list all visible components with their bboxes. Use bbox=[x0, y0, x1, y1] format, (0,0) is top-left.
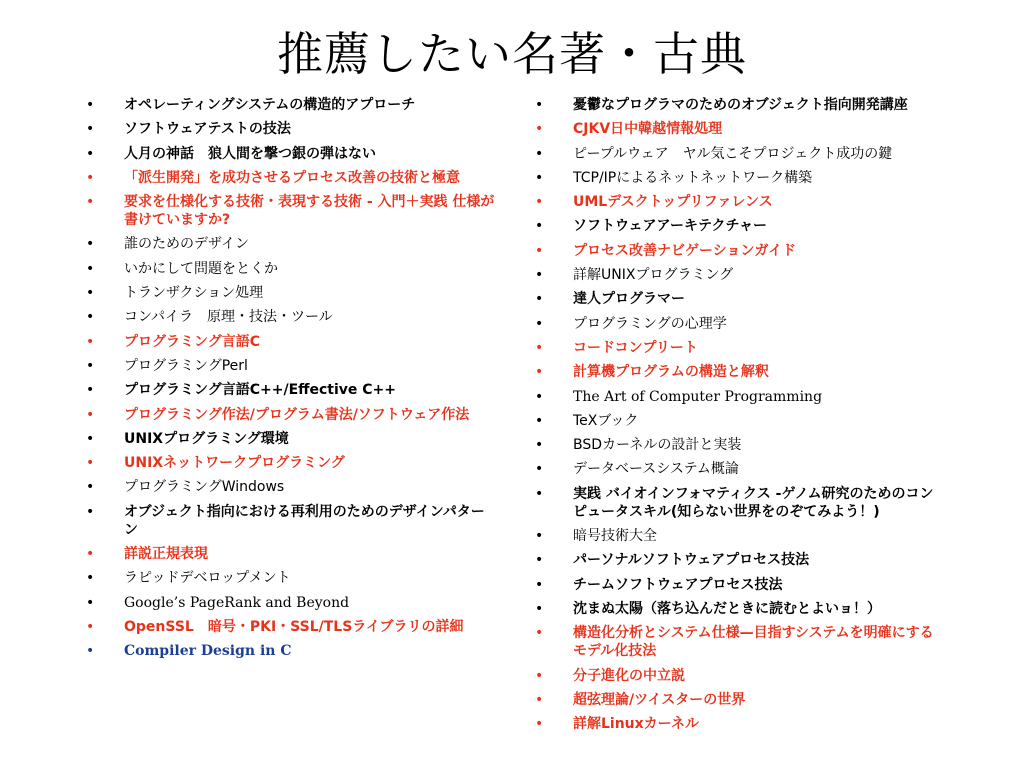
book-title: Google’s PageRank and Beyond bbox=[124, 594, 350, 611]
book-title: TeXブック bbox=[573, 412, 639, 429]
book-title: CJKV日中韓越情報処理 bbox=[573, 121, 723, 138]
book-title: 人月の神話 狼人間を撃つ銀の弾はない bbox=[124, 145, 376, 162]
book-title: ピープルウェア ヤル気こそプロジェクト成功の鍵 bbox=[573, 145, 893, 162]
bullet-icon: • bbox=[535, 364, 544, 381]
bullet-icon: • bbox=[86, 357, 95, 374]
book-list-item bbox=[86, 478, 496, 496]
book-list-item bbox=[86, 594, 496, 612]
book-title: BSDカーネルの設計と実装 bbox=[573, 437, 742, 454]
book-list-item bbox=[86, 406, 496, 424]
book-title: 分子進化の中立説 bbox=[573, 667, 685, 684]
book-list-item bbox=[535, 266, 935, 284]
bullet-icon: • bbox=[535, 315, 544, 332]
book-list-item bbox=[535, 145, 935, 163]
book-list-item bbox=[535, 551, 935, 569]
book-title: コンパイラ 原理・技法・ツール bbox=[124, 309, 333, 326]
bullet-icon: • bbox=[86, 382, 95, 399]
book-list-item bbox=[535, 290, 935, 308]
book-title: コードコンプリート bbox=[573, 339, 698, 356]
bullet-icon: • bbox=[86, 546, 95, 563]
book-title: The Art of Computer Programming bbox=[573, 388, 823, 405]
bullet-icon: • bbox=[535, 552, 544, 569]
book-list-item bbox=[535, 315, 935, 333]
book-list-item bbox=[535, 436, 935, 454]
bullet-icon: • bbox=[86, 618, 95, 635]
bullet-icon: • bbox=[535, 169, 544, 186]
bullet-icon: • bbox=[535, 145, 544, 162]
book-title: Compiler Design in C bbox=[124, 643, 292, 660]
bullet-icon: • bbox=[535, 218, 544, 235]
book-list-item bbox=[535, 624, 935, 660]
bullet-icon: • bbox=[535, 412, 544, 429]
book-title: 沈まぬ太陽（落ち込んだときに読むとよいョ！） bbox=[573, 600, 881, 617]
book-title: OpenSSL 暗号・PKI・SSL/TLSライブラリの詳細 bbox=[124, 618, 464, 635]
book-list-item bbox=[535, 715, 935, 733]
book-title: プログラミングPerl bbox=[124, 357, 248, 374]
book-title: 「派生開発」を成功させるプロセス改善の技術と極意 bbox=[124, 169, 460, 186]
bullet-icon: • bbox=[535, 194, 544, 211]
book-list-item bbox=[535, 691, 935, 709]
book-list-item bbox=[86, 308, 496, 326]
book-title: 憂鬱なプログラマのためのオブジェクト指向開発講座 bbox=[573, 97, 908, 113]
bullet-icon: • bbox=[535, 485, 544, 502]
book-title: プログラミングWindows bbox=[124, 479, 285, 496]
book-list-item bbox=[86, 381, 496, 399]
book-list-item bbox=[86, 260, 496, 278]
book-list-item bbox=[86, 333, 496, 351]
book-title: プログラミング言語C bbox=[124, 333, 260, 350]
book-list-item bbox=[535, 96, 935, 114]
book-title: 実践 バイオインフォマティクス -ゲノム研究のためのコンピュータスキル(知らない世界をのぞてみよう！) bbox=[573, 485, 934, 520]
book-list-item bbox=[535, 120, 935, 138]
bullet-icon: • bbox=[86, 145, 95, 162]
slide-title: 推薦したい名著・古典 bbox=[277, 27, 747, 81]
book-list-item bbox=[86, 569, 496, 587]
book-title: オブジェクト指向における再利用のためのデザインパターン bbox=[124, 503, 485, 538]
bullet-icon: • bbox=[86, 643, 95, 660]
bullet-icon: • bbox=[86, 121, 95, 138]
book-title: パーソナルソフトウェアプロセス技法 bbox=[573, 552, 810, 569]
book-list-item bbox=[535, 169, 935, 187]
bullet-icon: • bbox=[86, 430, 95, 447]
book-title: トランザクション処理 bbox=[124, 285, 264, 302]
bullet-icon: • bbox=[535, 528, 544, 545]
book-title: 誰のためのデザイン bbox=[124, 236, 250, 253]
bullet-icon: • bbox=[86, 594, 95, 611]
bullet-icon: • bbox=[535, 291, 544, 308]
book-title: 要求を仕様化する技術・表現する技術 - 入門＋実践 仕様が書けていますか? bbox=[124, 194, 495, 229]
book-list-item bbox=[535, 576, 935, 594]
book-list-item bbox=[535, 217, 935, 235]
book-title: ソフトウェアアーキテクチャー bbox=[573, 218, 768, 235]
book-list-item bbox=[535, 460, 935, 478]
bullet-icon: • bbox=[86, 97, 95, 113]
bullet-icon: • bbox=[535, 716, 544, 733]
book-title: データベースシステム概論 bbox=[573, 461, 739, 478]
book-list-item bbox=[86, 96, 496, 114]
bullet-icon: • bbox=[86, 194, 95, 211]
bullet-icon: • bbox=[535, 339, 544, 356]
book-title: TCP/IPによるネットネットワーク構築 bbox=[573, 169, 813, 186]
bullet-icon: • bbox=[535, 576, 544, 593]
book-title: 超弦理論/ツイスターの世界 bbox=[573, 691, 746, 708]
book-list-item bbox=[535, 412, 935, 430]
book-list-item bbox=[86, 545, 496, 563]
book-list-item bbox=[86, 357, 496, 375]
book-list-item bbox=[535, 527, 935, 545]
book-list-item bbox=[535, 600, 935, 618]
book-list-item bbox=[535, 193, 935, 211]
book-list-item bbox=[86, 193, 496, 229]
book-list-item bbox=[86, 169, 496, 187]
book-list-item bbox=[535, 485, 935, 521]
book-list-item bbox=[86, 430, 496, 448]
book-title: 詳解Linuxカーネル bbox=[573, 716, 699, 733]
book-title: UMLデスクトップリファレンス bbox=[573, 194, 773, 211]
book-title: チームソフトウェアプロセス技法 bbox=[573, 576, 783, 593]
book-title: プロセス改善ナビゲーションガイド bbox=[573, 242, 797, 259]
left-book-list bbox=[86, 96, 496, 667]
book-list-item bbox=[86, 503, 496, 539]
right-book-list bbox=[535, 96, 935, 739]
book-title: 達人プログラマー bbox=[573, 291, 685, 308]
bullet-icon: • bbox=[535, 600, 544, 617]
book-title: UNIXプログラミング環境 bbox=[124, 430, 289, 447]
book-list-item bbox=[535, 388, 935, 406]
book-title: プログラミング言語C++/Effective C++ bbox=[124, 382, 396, 399]
bullet-icon: • bbox=[86, 333, 95, 350]
book-list-item bbox=[86, 235, 496, 253]
bullet-icon: • bbox=[86, 309, 95, 326]
book-title: いかにして問題をとくか bbox=[124, 260, 278, 277]
bullet-icon: • bbox=[86, 236, 95, 253]
book-list-item bbox=[535, 242, 935, 260]
bullet-icon: • bbox=[86, 285, 95, 302]
bullet-icon: • bbox=[86, 479, 95, 496]
book-list-item bbox=[86, 642, 496, 660]
bullet-icon: • bbox=[535, 242, 544, 259]
book-title: オペレーティングシステムの構造的アプローチ bbox=[124, 97, 416, 113]
bullet-icon: • bbox=[86, 406, 95, 423]
bullet-icon: • bbox=[535, 437, 544, 454]
book-title: 詳説正規表現 bbox=[124, 546, 208, 563]
bullet-icon: • bbox=[86, 503, 95, 520]
book-list-item bbox=[86, 284, 496, 302]
book-list-item bbox=[86, 618, 496, 636]
book-title: 詳解UNIXプログラミング bbox=[573, 267, 734, 284]
book-title: ソフトウェアテストの技法 bbox=[124, 121, 291, 138]
bullet-icon: • bbox=[535, 388, 544, 405]
book-title: 構造化分析とシステム仕様—目指すシステムを明確にするモデル化技法 bbox=[573, 625, 934, 660]
book-title: 計算機プログラムの構造と解釈 bbox=[573, 364, 769, 381]
book-title: ラピッドデベロップメント bbox=[124, 570, 291, 587]
bullet-icon: • bbox=[535, 461, 544, 478]
book-list-item bbox=[535, 667, 935, 685]
bullet-icon: • bbox=[86, 260, 95, 277]
bullet-icon: • bbox=[535, 667, 544, 684]
book-title: プログラミング作法/プログラム書法/ソフトウェア作法 bbox=[124, 406, 470, 423]
book-list-item bbox=[86, 454, 496, 472]
book-title: プログラミングの心理学 bbox=[573, 315, 727, 332]
bullet-icon: • bbox=[535, 625, 544, 642]
book-list-item bbox=[535, 363, 935, 381]
book-list-item bbox=[86, 120, 496, 138]
bullet-icon: • bbox=[535, 121, 544, 138]
bullet-icon: • bbox=[535, 267, 544, 284]
bullet-icon: • bbox=[86, 455, 95, 472]
book-title: 暗号技術大全 bbox=[573, 528, 657, 545]
bullet-icon: • bbox=[535, 97, 544, 113]
bullet-icon: • bbox=[86, 169, 95, 186]
bullet-icon: • bbox=[535, 691, 544, 708]
book-title: UNIXネットワークプログラミング bbox=[124, 455, 345, 472]
bullet-icon: • bbox=[86, 570, 95, 587]
book-list-item bbox=[86, 145, 496, 163]
book-list-item bbox=[535, 339, 935, 357]
